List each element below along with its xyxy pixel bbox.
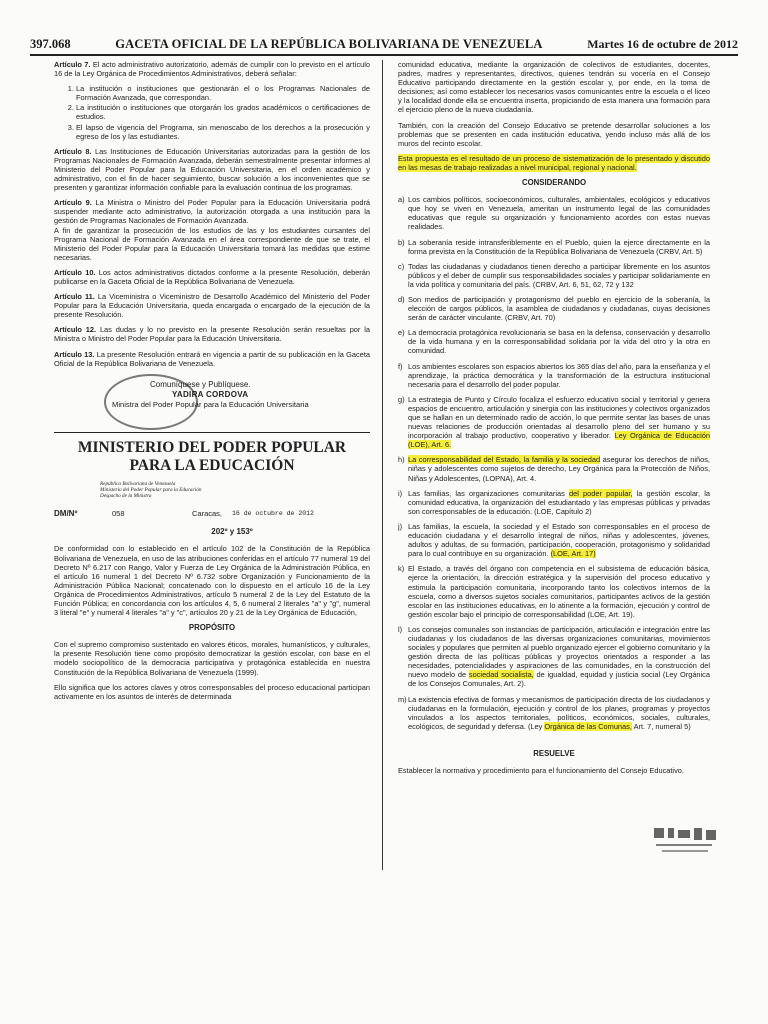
list-item: b) La soberanía reside intransferiblemente en el Pueblo, quien la ejerce directamente en la forma prevista en la Constitución de la República Bolivariana de Venezuela (CRBV, Art. 5) <box>398 237 710 256</box>
continuation-text: comunidad educativa, mediante la organización de colectivos de estudiantes, docentes, padres, madres y representantes, directivos, quienes tendrán su vocería en el Consejo Educativo participando directamente en la gestión escolar y, por ende, en la toma de decisiones; así como establecer los necesarios vasos comunicantes entre la escuela o el liceo y la localidad donde ella se encuentra inserta, propiciando de esta manera una formación para el ejercicio pleno de la nueva ciudadanía. <box>398 60 710 115</box>
considerando-heading: CONSIDERANDO <box>521 178 587 188</box>
article-13: Artículo 13. La presente Resolución entrará en vigencia a partir de su publicación en la Gaceta Oficial de la República Bolivariana de Venezuela. <box>54 349 370 368</box>
list-item: l) Los consejos comunales son instancias de participación, articulación e integración entre las ciudadanas y los ciudadanos de las diversas organizaciones comunitarias, movimientos sociales y populares que permiten al pueblo organizado ejercer el gobierno comunitario y la gestión directa de las políticas públicas y proyectos orientados a responder a las necesidades, potencialidades y aspiraciones de las comunidades, en la construcción del nuevo modelo de sociedad socialista, de igualdad, equidad y justicia social (Ley Orgánica de los Consejos Comunales, Art. 2). <box>398 624 710 689</box>
article-11: Artículo 11. La Viceministra o Viceministro de Desarrollo Académico del Ministerio del Poder Popular para la Educación Universitaria, queda encargada o encargado de la ejecución de la presente Resolución. <box>54 292 371 320</box>
highlighted-paragraph: Esta propuesta es el resultado de un proceso de sistematización de lo presentado y discutido en las mesas de trabajo realizadas a nivel municipal, regional y nacional. <box>398 153 710 172</box>
list-item: 1. La institución o instituciones que gestionarán el o los Programas Nacionales de Formación Avanzada, que correspondan. <box>76 84 370 102</box>
list-item: i) Las familias, las organizaciones comunitarias del poder popular, la gestión escolar, la comunidad educativa, la organización del estudiantado y las empresas públicas y privadas son corresponsables de la educación. (LOE, Capítulo 2) <box>398 488 710 516</box>
barcode-stamp-icon <box>652 826 720 858</box>
preamble: De conformidad con lo establecido en el artículo 102 de la Constitución de la República Bolivariana de Venezuela, en uso de las atribuciones conferidas en el artículo 77 numeral 19 del Decreto Nº 6.217 con Rango, Valor y Fuerza de Ley Orgánica de la Administración Pública, en el artículo 16 numeral 1 del Decreto Nº 6.732 sobre Organización y Funcionamiento de la Administración Pública Nacional; concatenado con lo dispuesto en el artículo 16 de la Ley Orgánica de Procedimientos Administrativos, artículo 5 numeral 2 de la Ley del Estatuto de la Función Pública; en concordancia con los artículos 4, 5, 6 numeral 2 literales "a" y "g", numeral 3 literal "e" y numeral 4 literales "a" y "c", artículos 20 y 21 de la Ley Orgánica de Educación, <box>54 544 370 618</box>
right-column <box>398 60 710 781</box>
resuelve-heading: RESUELVE <box>533 748 575 758</box>
dm-label: DM/Nº <box>54 508 78 518</box>
years-line: 202º y 153º <box>211 527 253 537</box>
signer-role: Ministra del Poder Popular para la Educación Universitaria <box>112 399 309 409</box>
list-item: 3. El lapso de vigencia del Programa, sin menoscabo de los derechos a la prosecución y egreso de los y las estudiantes. <box>76 123 370 141</box>
article-8: Artículo 8. Las Instituciones de Educación Universitarias autorizadas para la gestión de los Programas Nacionales de Formación Avanzada, deberán semestralmente presentar informes al Ministerio del Poder Popular para la Educación Universitaria, en el orden académico y administrativo, con el fin de hacer seguimiento, buscar solución a los inconvenientes que se presenten y garantizar información confiable para la evaluación continua de los programas. <box>54 146 370 193</box>
page-number: 397.068 <box>30 37 71 51</box>
article-12: Artículo 12. Las dudas y lo no previsto en la presente Resolución serán resueltas por la Ministra o Ministro del Poder Popular para la Educación Universitaria. <box>54 325 370 344</box>
signer-name: YADIRA CORDOVA <box>172 389 249 399</box>
list-item: d) Son medios de participación y protagonismo del pueblo en ejercicio de la soberanía, la elección de cargos públicos, la asamblea de ciudadanos y ciudadanas, cuyas decisiones serán de carácter vinculante. (CRBV, Art. 70) <box>398 294 710 323</box>
final-text: Establecer la normativa y procedimiento para el funcionamiento del Consejo Educativo. <box>398 766 684 775</box>
left-column <box>54 60 370 707</box>
list-item: j) Las familias, la escuela, la sociedad y el Estado son corresponsables en el proceso de educación ciudadana y el desarrollo integral de niños, niñas y adolescentes, jóvenes, adultos y adultas, de su formación, participación, cooperación, protagonismo y solidaridad para lo cual contribuye en su organización. (LOE, Art. 17) <box>398 521 710 559</box>
list-item: k) El Estado, a través del órgano con competencia en el subsistema de educación básica, ejerce la orientación, la dirección estratégica y la supervisión del proceso educativo y estimula la participación comunitaria, incorporando tanto los colectivos internos de la escuela, como a diversos sujetos sociales comunitarios, participantes activos de la gestión escolar en las instituciones educativas, en lo atinente a la formación, ejecución y control de gestión escolar bajo el principio de corresponsabilidad (LOE, Art. 19). <box>398 564 710 619</box>
considerando-list <box>398 195 710 731</box>
list-item: f) Los ambientes escolares son espacios abiertos los 365 días del año, para la enseñanza y el aprendizaje, la práctica democrática y la transformación de la estructura institucional necesaria para el desarrollo del poder popular. <box>398 361 710 389</box>
signature-block <box>54 374 370 428</box>
proposito-heading: PROPÓSITO <box>188 623 236 633</box>
resolution-number-row <box>54 507 370 519</box>
article-9-paragraph-2: A fin de garantizar la prosecución de los estudios de las y los estudiantes cursantes del Programa Nacional de Formación Avanzada en el área correspondiente de que se trate, el Ministerio del Poder Popular para la Educación Universitaria tomará las medidas que estime necesarias. <box>54 225 370 262</box>
page-header <box>30 36 738 56</box>
list-item: g) La estrategia de Punto y Círculo focaliza el esfuerzo educativo social y territorial y genera espacios de encuentro, articulación y sinergia con las instituciones y colectivos organizados que se hallan en un determinado radio de acción, lo que permite sentar las bases de unas nuevas relaciones de producción orientadas al desarrollo pleno del ser humano y su incorporación al trabajo productivo, cooperativo y liberador. Ley Orgánica de Educación (LOE), Art. 6. <box>398 394 710 450</box>
article-7-list <box>54 84 370 141</box>
gazette-title: GACETA OFICIAL DE LA REPÚBLICA BOLIVARIANA DE VENEZUELA <box>115 37 543 51</box>
column-divider <box>382 60 383 870</box>
list-item: a) Los cambios políticos, socioeconómicos, culturales, ambientales, ecológicos y educativos que hoy se viven en Venezuela, ameritan un instrumento legal de las comunidades educativas que regule su organización y funcionamiento acordes con estas nuevas realidades. <box>398 195 710 232</box>
publication-date: Martes 16 de octubre de 2012 <box>587 37 738 51</box>
place: Caracas, <box>192 508 223 518</box>
proposito-text: Con el supremo compromiso sustentado en valores éticos, morales, humanísticos, y culturales, la presente Resolución tiene como propósito democratizar la gestión escolar, con base en el modelo sociopolítico de la democracia participativa y protagónica establecida en nuestra Constitución de la República Bolivariana de Venezuela (1999). <box>54 640 370 677</box>
list-item: e) La democracia protagónica revolucionaria se basa en la defensa, conservación y desarrollo de la vida humana y en la corresponsabilidad solidaria por la vida del otro y la otra en comunidad. <box>398 328 710 356</box>
article-7: Artículo 7. El acto administrativo autorizatorio, además de cumplir con lo previsto en el artículo 16 de la Ley Orgánica de Procedimientos Administrativos, deberá señalar: <box>54 60 370 79</box>
ministry-heading: MINISTERIO DEL PODER POPULAR PARA LA EDUCACIÓN <box>54 432 370 475</box>
article-9: Artículo 9. La Ministra o Ministro del Poder Popular para la Educación Universitaria podrá suspender mediante acto administrativo, la autorización otorgada a una institución para la gestión de Programas Nacionales de Formación Avanzada. <box>54 198 371 226</box>
tambien-text: También, con la creación del Consejo Educativo se pretende desarrollar soluciones a los problemas que se presenten en cada institución educativa, yendo incluso más allá de los muros del recinto escolar. <box>398 120 710 148</box>
republic-block: República Bolivariana de Venezuela Ministerio del Poder Popular para la Educación Despacho de la Ministra <box>100 480 202 500</box>
article-10: Artículo 10. Los actos administrativos dictados conforme a la presente Resolución, deberán publicarse en la Gaceta Oficial de la República Bolivariana de Venezuela. <box>54 267 370 286</box>
dm-number: 058 <box>112 508 125 518</box>
signature-closing: Comuníquese y Publíquese. <box>150 379 251 389</box>
closing-text: Ello significa que los actores claves y otros corresponsables del proceso educacional participan activamente en los asuntos de interés de determinada <box>54 682 370 701</box>
list-item: m) La existencia efectiva de formas y mecanismos de participación directa de los ciudadanos y ciudadanas en la formulación, ejecución y control de los planes, programas y proyectos vinculados a los aspectos territoriales, políticos, económicos, sociales, culturales, ecológicos, de seguridad y defensa. (Ley Orgánica de las Comunas, Art. 7, numeral 5) <box>398 694 710 731</box>
list-item: c) Todas las ciudadanas y ciudadanos tienen derecho a participar libremente en los asuntos públicos y el deber de cumplir sus responsabilidades sociales y participar solidariamente en la vida política y comunitaria del país. (CRBV, Art. 6, 51, 62, 72 y 132 <box>398 261 710 289</box>
list-item: h) La corresponsabilidad del Estado, la familia y la sociedad asegurar los derechos de niños, niñas y adolescentes como sujetos de derecho, Ley Orgánica para la Protección de Niños, Niñas y Adolescentes, (LOPNA), Art. 4. <box>398 455 710 483</box>
list-item: 2. La institución o instituciones que otorgarán los grados académicos o certificaciones de estudios. <box>76 103 370 121</box>
resolution-date: 16 de octubre de 2012 <box>232 509 314 517</box>
